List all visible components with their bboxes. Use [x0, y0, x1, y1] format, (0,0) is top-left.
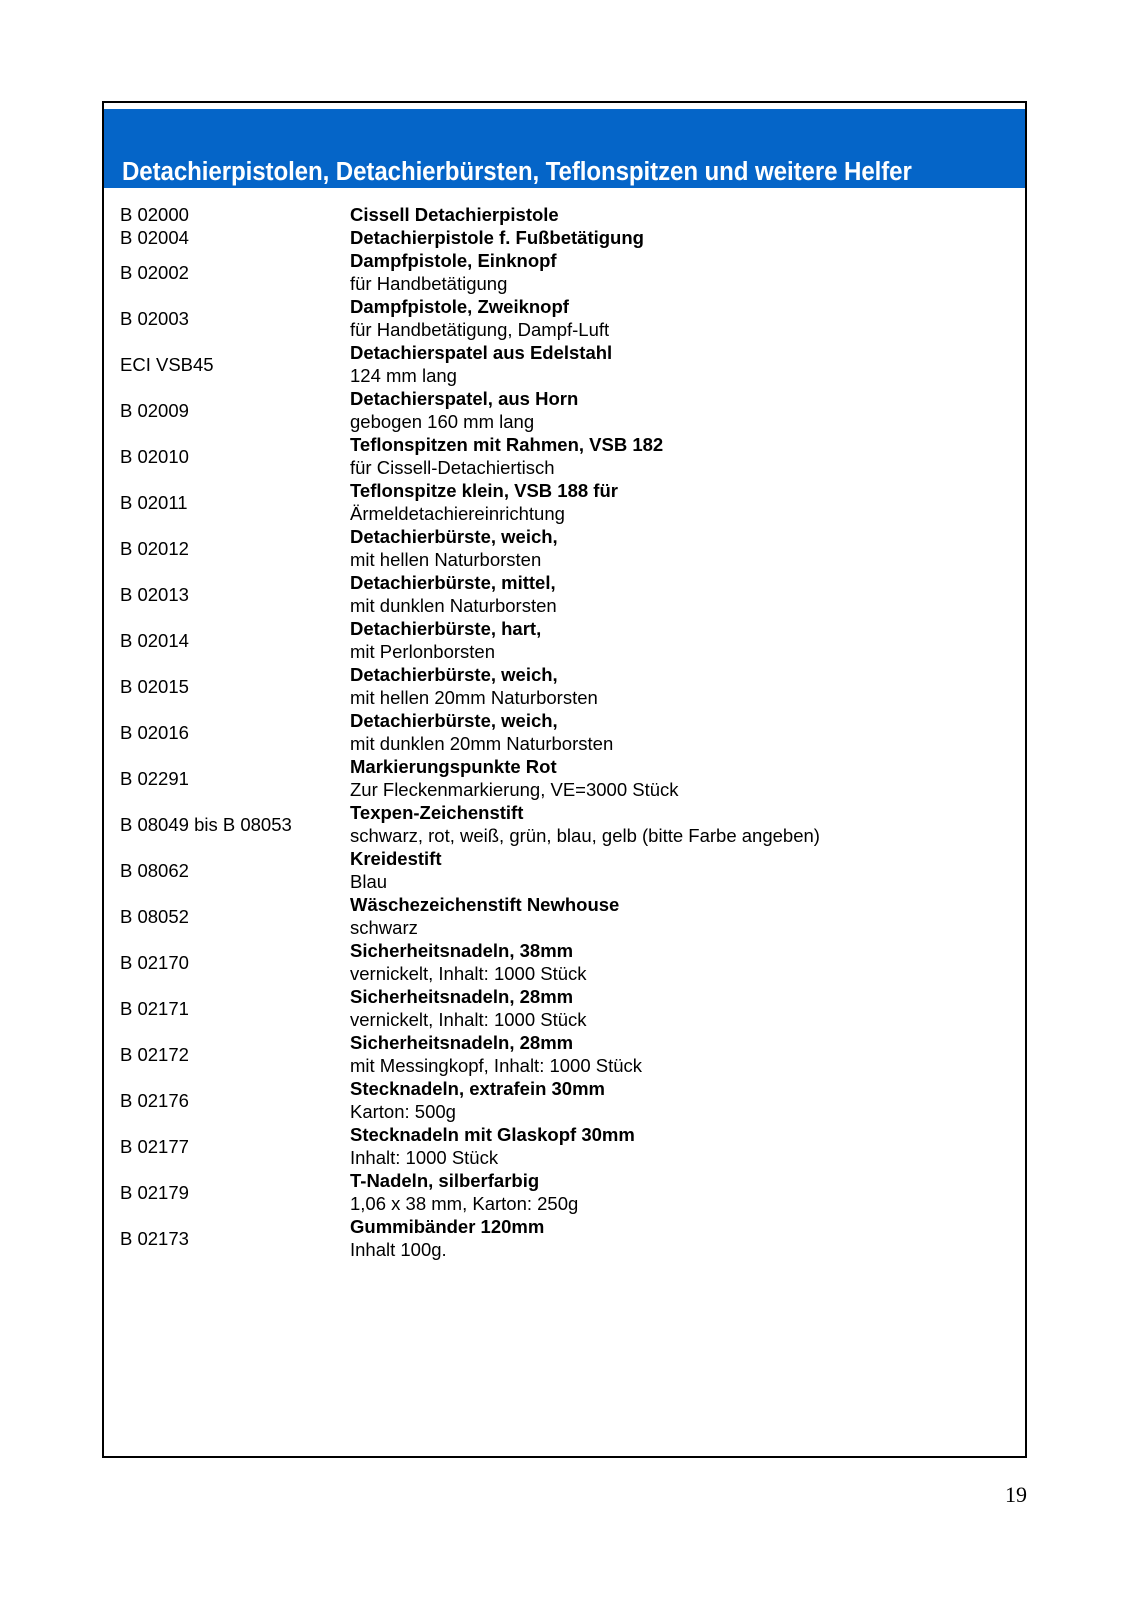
article-name: Detachierpistole f. Fußbetätigung	[350, 227, 644, 248]
article-code: ECI VSB45	[120, 353, 214, 375]
article-code: B 02010	[120, 445, 189, 467]
catalog-page-frame	[102, 101, 1027, 1458]
article-name: Sicherheitsnadeln, 28mm	[350, 986, 574, 1007]
article-row	[104, 893, 1025, 939]
article-name: Texpen-Zeichenstift	[350, 802, 524, 823]
article-row	[104, 249, 1025, 295]
article-list	[104, 203, 1025, 1261]
article-detail: mit dunklen 20mm Naturborsten	[350, 733, 614, 754]
article-code: B 02016	[120, 721, 189, 743]
article-description	[336, 617, 1025, 663]
article-detail: Inhalt: 1000 Stück	[350, 1147, 499, 1168]
article-description	[336, 203, 1025, 226]
article-code: B 02009	[120, 399, 189, 421]
article-name: Detachierspatel, aus Horn	[350, 388, 579, 409]
article-name: Gummibänder 120mm	[350, 1216, 545, 1237]
article-row	[104, 709, 1025, 755]
article-detail: mit dunklen Naturborsten	[350, 595, 557, 616]
article-description	[336, 479, 1025, 525]
article-code: B 02012	[120, 537, 189, 559]
article-row	[104, 617, 1025, 663]
article-code: B 02002	[120, 261, 189, 283]
article-code: B 02015	[120, 675, 189, 697]
article-row	[104, 203, 1025, 226]
article-name: Sicherheitsnadeln, 28mm	[350, 1032, 574, 1053]
article-row	[104, 571, 1025, 617]
article-code: B 02011	[120, 491, 188, 513]
article-detail: mit hellen 20mm Naturborsten	[350, 687, 598, 708]
article-name: Detachierbürste, mittel,	[350, 572, 556, 593]
article-code: B 02004	[120, 227, 189, 248]
article-name: Teflonspitzen mit Rahmen, VSB 182	[350, 434, 664, 455]
article-name: Sicherheitsnadeln, 38mm	[350, 940, 574, 961]
article-description	[336, 1077, 1025, 1123]
article-description	[336, 985, 1025, 1031]
article-code: B 08052	[120, 905, 189, 927]
article-code: B 02177	[120, 1135, 189, 1157]
article-name: Kreidestift	[350, 848, 442, 869]
article-name: T-Nadeln, silberfarbig	[350, 1170, 540, 1191]
article-detail: Ärmeldetachiereinrichtung	[350, 503, 565, 524]
article-detail: vernickelt, Inhalt: 1000 Stück	[350, 1009, 587, 1030]
article-row	[104, 939, 1025, 985]
article-row	[104, 479, 1025, 525]
article-code: B 02173	[120, 1227, 189, 1249]
article-detail: für Handbetätigung	[350, 273, 508, 294]
article-description	[336, 1215, 1025, 1261]
article-description	[336, 663, 1025, 709]
article-detail: vernickelt, Inhalt: 1000 Stück	[350, 963, 587, 984]
article-description	[336, 1169, 1025, 1215]
article-name: Dampfpistole, Zweiknopf	[350, 296, 569, 317]
article-code: B 02179	[120, 1181, 189, 1203]
article-name: Teflonspitze klein, VSB 188 für	[350, 480, 618, 501]
article-description	[336, 226, 1025, 249]
article-code: B 02176	[120, 1089, 189, 1111]
article-row	[104, 1169, 1025, 1215]
article-description	[336, 1123, 1025, 1169]
article-name: Stecknadeln, extrafein 30mm	[350, 1078, 605, 1099]
article-detail: Zur Fleckenmarkierung, VE=3000 Stück	[350, 779, 679, 800]
article-row	[104, 341, 1025, 387]
article-description	[336, 249, 1025, 295]
section-header-banner	[104, 109, 1025, 188]
article-code: B 02003	[120, 307, 189, 329]
article-description	[336, 939, 1025, 985]
article-name: Wäschezeichenstift Newhouse	[350, 894, 620, 915]
article-description	[336, 801, 1025, 847]
article-description	[336, 387, 1025, 433]
article-row	[104, 1123, 1025, 1169]
article-description	[336, 571, 1025, 617]
article-description	[336, 341, 1025, 387]
article-name: Dampfpistole, Einknopf	[350, 250, 557, 271]
article-code: B 02014	[120, 629, 189, 651]
article-row	[104, 663, 1025, 709]
article-name: Cissell Detachierpistole	[350, 204, 559, 225]
article-detail: 124 mm lang	[350, 365, 457, 386]
article-description	[336, 709, 1025, 755]
article-row	[104, 295, 1025, 341]
article-description	[336, 433, 1025, 479]
article-row	[104, 1215, 1025, 1261]
article-detail: Inhalt 100g.	[350, 1239, 447, 1260]
article-code: B 02000	[120, 204, 189, 225]
article-code: B 02291	[120, 767, 189, 789]
article-name: Detachierbürste, weich,	[350, 526, 558, 547]
article-row	[104, 985, 1025, 1031]
article-detail: für Handbetätigung, Dampf-Luft	[350, 319, 610, 340]
article-code: B 02170	[120, 951, 189, 973]
page-number: 19	[1005, 1482, 1027, 1507]
section-title: Detachierpistolen, Detachierbürsten, Teflonspitzen und weitere Helfer	[122, 157, 912, 186]
article-detail: Blau	[350, 871, 388, 892]
article-name: Detachierbürste, hart,	[350, 618, 542, 639]
article-code: B 02172	[120, 1043, 189, 1065]
article-row	[104, 801, 1025, 847]
article-name: Detachierbürste, weich,	[350, 710, 558, 731]
article-name: Stecknadeln mit Glaskopf 30mm	[350, 1124, 635, 1145]
article-row	[104, 387, 1025, 433]
article-row	[104, 847, 1025, 893]
article-code: B 08049 bis B 08053	[120, 813, 292, 835]
article-description	[336, 295, 1025, 341]
article-description	[336, 1031, 1025, 1077]
article-name: Markierungspunkte Rot	[350, 756, 557, 777]
article-detail: schwarz, rot, weiß, grün, blau, gelb (bitte Farbe angeben)	[350, 825, 820, 846]
article-code: B 08062	[120, 859, 189, 881]
article-code: B 02171	[120, 997, 189, 1019]
article-detail: mit Messingkopf, Inhalt: 1000 Stück	[350, 1055, 643, 1076]
article-row	[104, 433, 1025, 479]
article-description	[336, 525, 1025, 571]
article-description	[336, 847, 1025, 893]
article-name: Detachierspatel aus Edelstahl	[350, 342, 613, 363]
article-detail: 1,06 x 38 mm, Karton: 250g	[350, 1193, 579, 1214]
article-detail: gebogen 160 mm lang	[350, 411, 535, 432]
article-detail: Karton: 500g	[350, 1101, 456, 1122]
article-description	[336, 893, 1025, 939]
article-row	[104, 1031, 1025, 1077]
article-code: B 02013	[120, 583, 189, 605]
article-row	[104, 226, 1025, 249]
article-detail: mit Perlonborsten	[350, 641, 495, 662]
article-row	[104, 525, 1025, 571]
article-row	[104, 755, 1025, 801]
article-name: Detachierbürste, weich,	[350, 664, 558, 685]
article-detail: mit hellen Naturborsten	[350, 549, 542, 570]
article-detail: für Cissell-Detachiertisch	[350, 457, 555, 478]
article-description	[336, 755, 1025, 801]
article-row	[104, 1077, 1025, 1123]
article-detail: schwarz	[350, 917, 418, 938]
